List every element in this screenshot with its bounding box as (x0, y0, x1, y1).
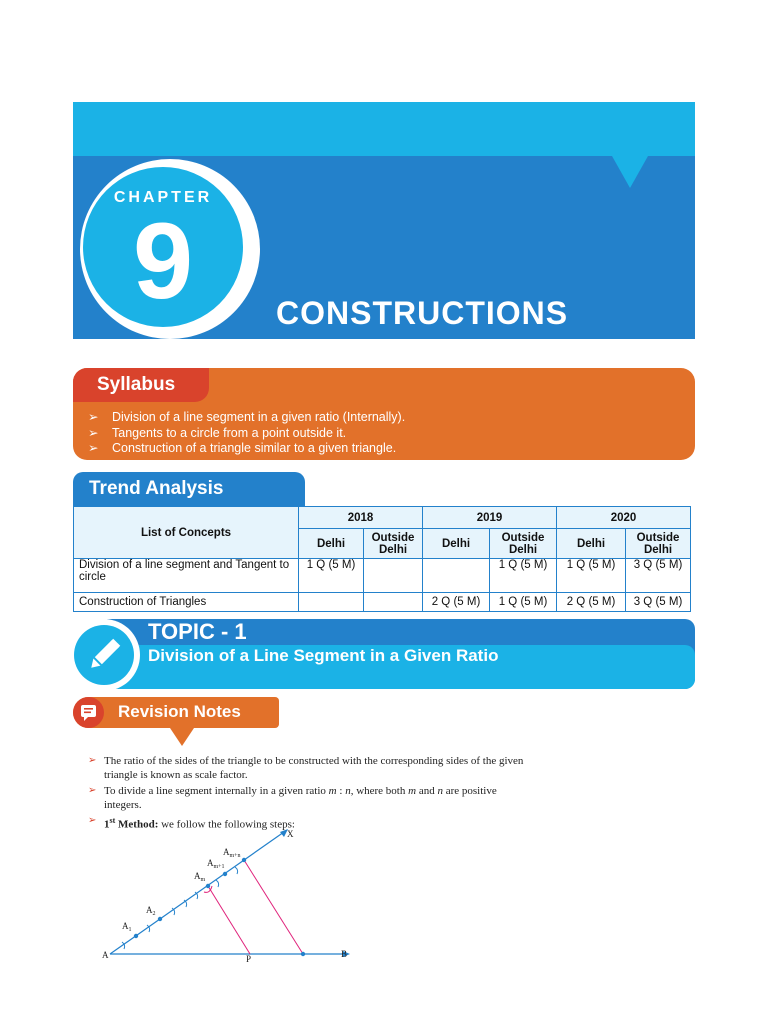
revision-notes-list (88, 754, 533, 834)
notes-icon (73, 697, 104, 728)
year-header: 2020 (557, 507, 691, 529)
label-a1: $A_1$ (122, 921, 132, 933)
concept-cell: Construction of Triangles (74, 593, 299, 612)
pencil-icon (74, 625, 134, 685)
arrow-bullet-icon: ➢ (88, 785, 97, 796)
line-am-p (208, 886, 250, 954)
syllabus-item: ➢ Construction of a triangle similar to a given triangle. (88, 441, 397, 455)
point-b-end (301, 952, 305, 956)
region-header: Outside Delhi (490, 529, 557, 559)
concept-column-header: List of Concepts (74, 507, 299, 559)
topic-title: TOPIC - 1 (148, 619, 247, 644)
label-x: X (287, 829, 294, 839)
label-a2: $A_2$ (146, 905, 156, 917)
point-am1 (223, 872, 227, 876)
syllabus-list (88, 410, 405, 457)
value-cell (299, 593, 364, 612)
revision-notes-icon-badge (73, 697, 104, 728)
value-cell (364, 559, 423, 593)
revision-notes-heading: Revision Notes (118, 702, 241, 721)
table-row (74, 559, 691, 593)
value-cell: 2 Q (5 M) (557, 593, 626, 612)
region-header: Delhi (557, 529, 626, 559)
label-am1: $A_{m+1}$ (207, 858, 225, 870)
value-cell: 1 Q (5 M) (557, 559, 626, 593)
label-a: A (102, 950, 109, 960)
header-notch-triangle (612, 156, 648, 188)
arc-mark (235, 867, 238, 874)
arrow-bullet-icon: ➢ (88, 410, 99, 424)
value-cell: 1 Q (5 M) (490, 559, 557, 593)
line-amn-b (244, 860, 303, 954)
region-header: Outside Delhi (364, 529, 423, 559)
value-cell: 3 Q (5 M) (626, 559, 691, 593)
note-item: ➢ To divide a line segment internally in a given ratio m : n, where both m and n are positive integers. (88, 785, 497, 811)
value-cell: 1 Q (5 M) (299, 559, 364, 593)
trend-analysis-table (73, 506, 691, 612)
table-row (74, 593, 691, 612)
arrow-bullet-icon: ➢ (88, 425, 99, 440)
value-cell (364, 593, 423, 612)
label-p: P (246, 954, 252, 964)
chapter-header-top-band (73, 102, 695, 158)
point-am (206, 884, 210, 888)
label-b: B (341, 949, 348, 959)
year-header: 2018 (299, 507, 423, 529)
year-header: 2019 (423, 507, 557, 529)
revision-notes-pointer (170, 728, 194, 746)
syllabus-item: ➢ Division of a line segment in a given ratio (Internally). (88, 410, 406, 424)
value-cell: 3 Q (5 M) (626, 593, 691, 612)
label-amn: $A_{m+n}$ (223, 847, 241, 859)
point-amn (242, 858, 246, 862)
topic-subtitle: Division of a Line Segment in a Given Ratio (148, 646, 499, 665)
point-a2 (158, 917, 162, 921)
arrow-bullet-icon: ➢ (88, 755, 97, 766)
chapter-label: CHAPTER (113, 189, 213, 206)
line-division-diagram (98, 826, 358, 966)
note-item: ➢ The ratio of the sides of the triangle to be constructed with the corresponding sides of the given triangle is known as scale factor. (88, 755, 524, 781)
syllabus-heading: Syllabus (97, 374, 176, 395)
label-am: $A_m$ (194, 871, 206, 883)
arc-mark (216, 880, 219, 887)
region-header: Delhi (423, 529, 490, 559)
note-item: ➢ 1st Method: we follow the following steps: (88, 815, 295, 831)
point-a1 (134, 934, 138, 938)
topic-icon-badge (74, 625, 134, 685)
region-header: Outside Delhi (626, 529, 691, 559)
trend-analysis-heading: Trend Analysis (89, 478, 224, 499)
region-header: Delhi (299, 529, 364, 559)
value-cell (423, 559, 490, 593)
concept-cell: Division of a line segment and Tangent to circle (74, 559, 299, 593)
chapter-title: CONSTRUCTIONS (276, 295, 569, 331)
syllabus-item: ➢ Tangents to a circle from a point outside it. (88, 425, 347, 440)
value-cell: 1 Q (5 M) (490, 593, 557, 612)
arrow-bullet-icon: ➢ (88, 815, 97, 826)
arrow-bullet-icon: ➢ (88, 441, 99, 455)
value-cell: 2 Q (5 M) (423, 593, 490, 612)
chapter-number: 9 (132, 200, 194, 321)
